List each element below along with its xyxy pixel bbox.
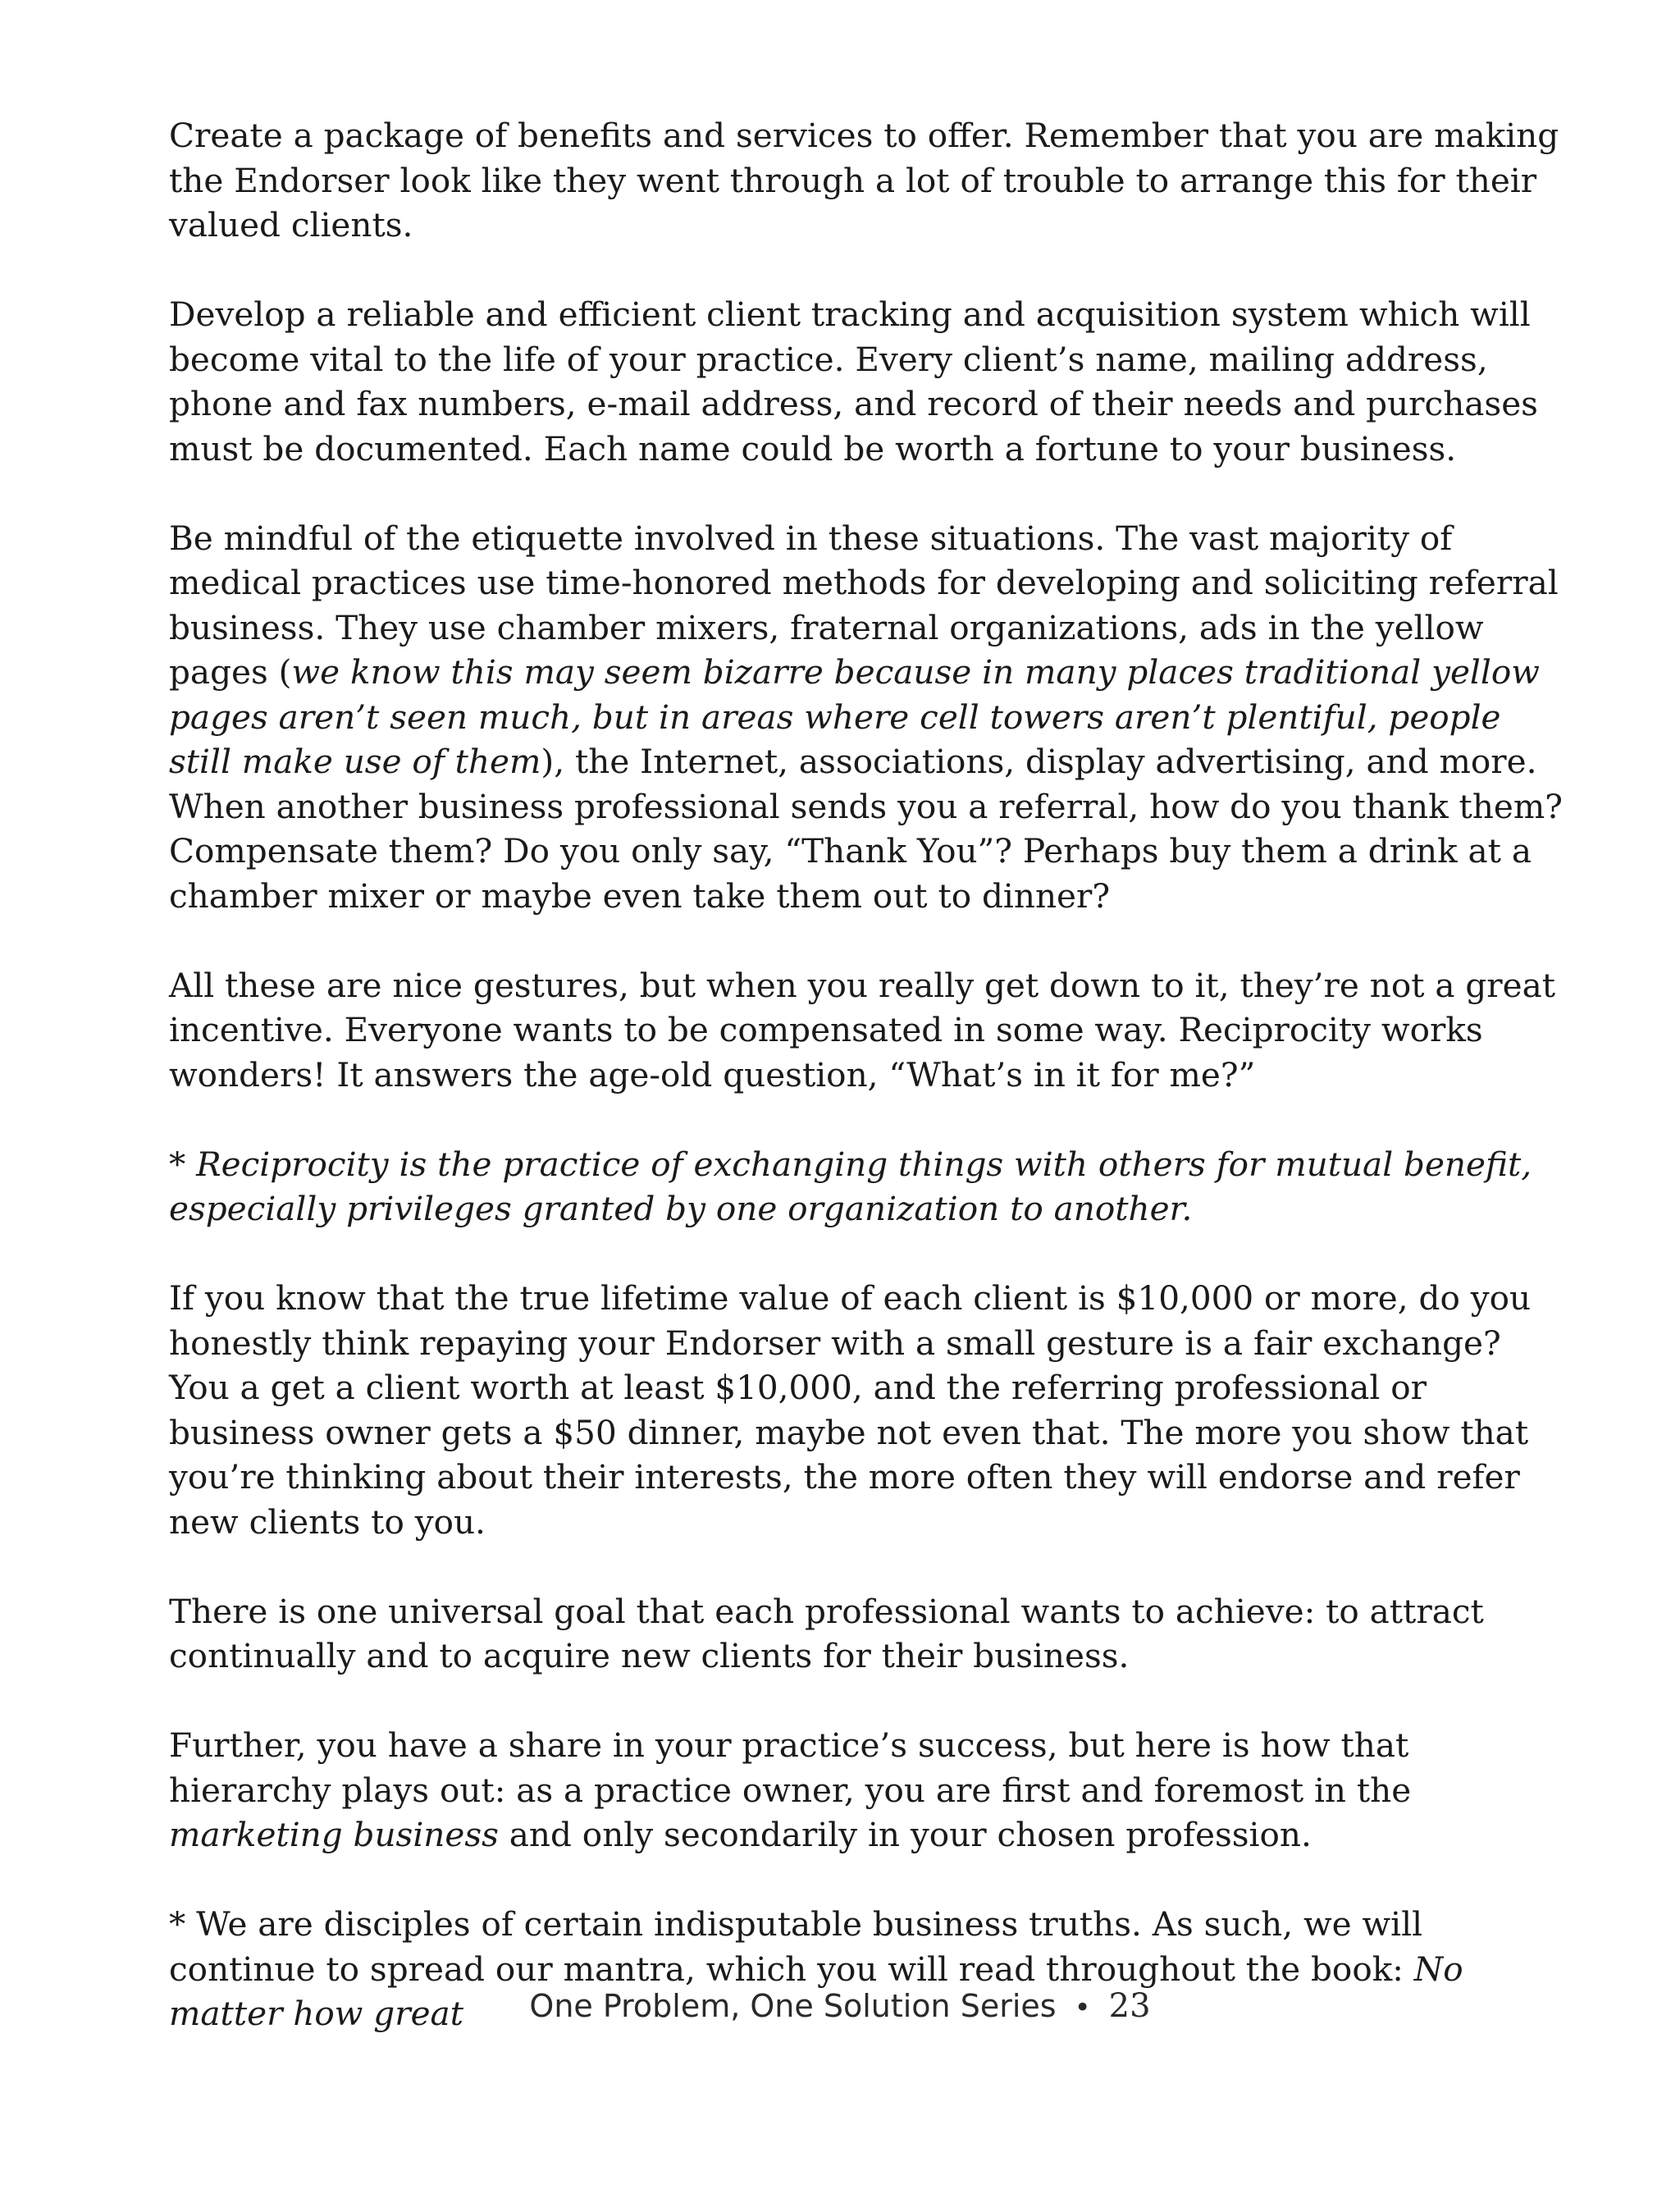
reciprocity-definition: Reciprocity is the practice of exchanging things with others for mutual benefit, especially privileges granted by one organization to another. [169,1144,1532,1228]
paragraph-8-text-b: and only secondarily in your chosen profession. [498,1815,1312,1854]
paragraph-3-italic: we know this may seem bizarre because in many places traditional yellow pages aren’t seen much, but in areas where cell towers aren’t plentiful, people still make use of them [169,652,1540,781]
paragraph-8-text-a: Further, you have a share in your practice’s success, but here is how that hierarchy plays out: as a practice owner, you are first and foremost in the [169,1725,1412,1810]
paragraph-8 [169,1723,1564,1858]
page-footer [0,1986,1680,2028]
paragraph-5-note [169,1142,1564,1232]
paragraph-3 [169,516,1564,919]
body-text [169,113,1564,2036]
paragraph-9-text-a: * We are disciples of certain indisputable business truths. As such, we will continue to spread our mantra, which you will read throughout the book: [169,1904,1423,1989]
page-number: 23 [1108,1987,1151,2025]
paragraph-3-text-b: ), the Internet, associations, display advertising, and more. When another business professional sends you a referral, how do you thank them? Compensate them? Do you only say, “Thank You”? Perhaps buy them a drink at a chamber mixer or maybe even take them out to dinner? [169,742,1564,916]
paragraph-9-italic: No matter how great [169,1949,1463,2033]
paragraph-8-italic: marketing business [169,1815,499,1854]
paragraph-1: Create a package of benefits and services to offer. Remember that you are making the Endorser look like they went through a lot of trouble to arrange this for their valued clients. [169,116,1559,244]
paragraph-2: Develop a reliable and efficient client tracking and acquisition system which will become vital to the life of your practice. Every client’s name, mailing address, phone and fax numbers, e-mail address, and record of their needs and purchases must be documented. Each name could be worth a fortune to your business. [169,295,1538,468]
paragraph-4: All these are nice gestures, but when you really get down to it, they’re not a great incentive. Everyone wants to be compensated in some way. Reciprocity works wonders! It answers the age-old question, “What’s in it for me?” [169,965,1556,1094]
paragraph-7: There is one universal goal that each professional wants to achieve: to attract continually and to acquire new clients for their business. [169,1591,1484,1675]
footer-bullet: • [1074,1991,1091,2024]
note-asterisk: * [169,1144,197,1184]
series-title: One Problem, One Solution Series [529,1988,1057,2024]
paragraph-6: If you know that the true lifetime value of each client is $10,000 or more, do you honestly think repaying your Endorser with a small gesture is a fair exchange? You a get a client worth at least $10,000, and the referring professional or business owner gets a $50 dinner, maybe not even that. The more you show that you’re thinking about their interests, the more often they will endorse and refer new clients to you. [169,1278,1532,1542]
paragraph-3-text-a: Be mindful of the etiquette involved in these situations. The vast majority of medical practices use time-honored methods for developing and soliciting referral business. They use chamber mixers, fraternal organizations, ads in the yellow pages ( [169,518,1559,692]
